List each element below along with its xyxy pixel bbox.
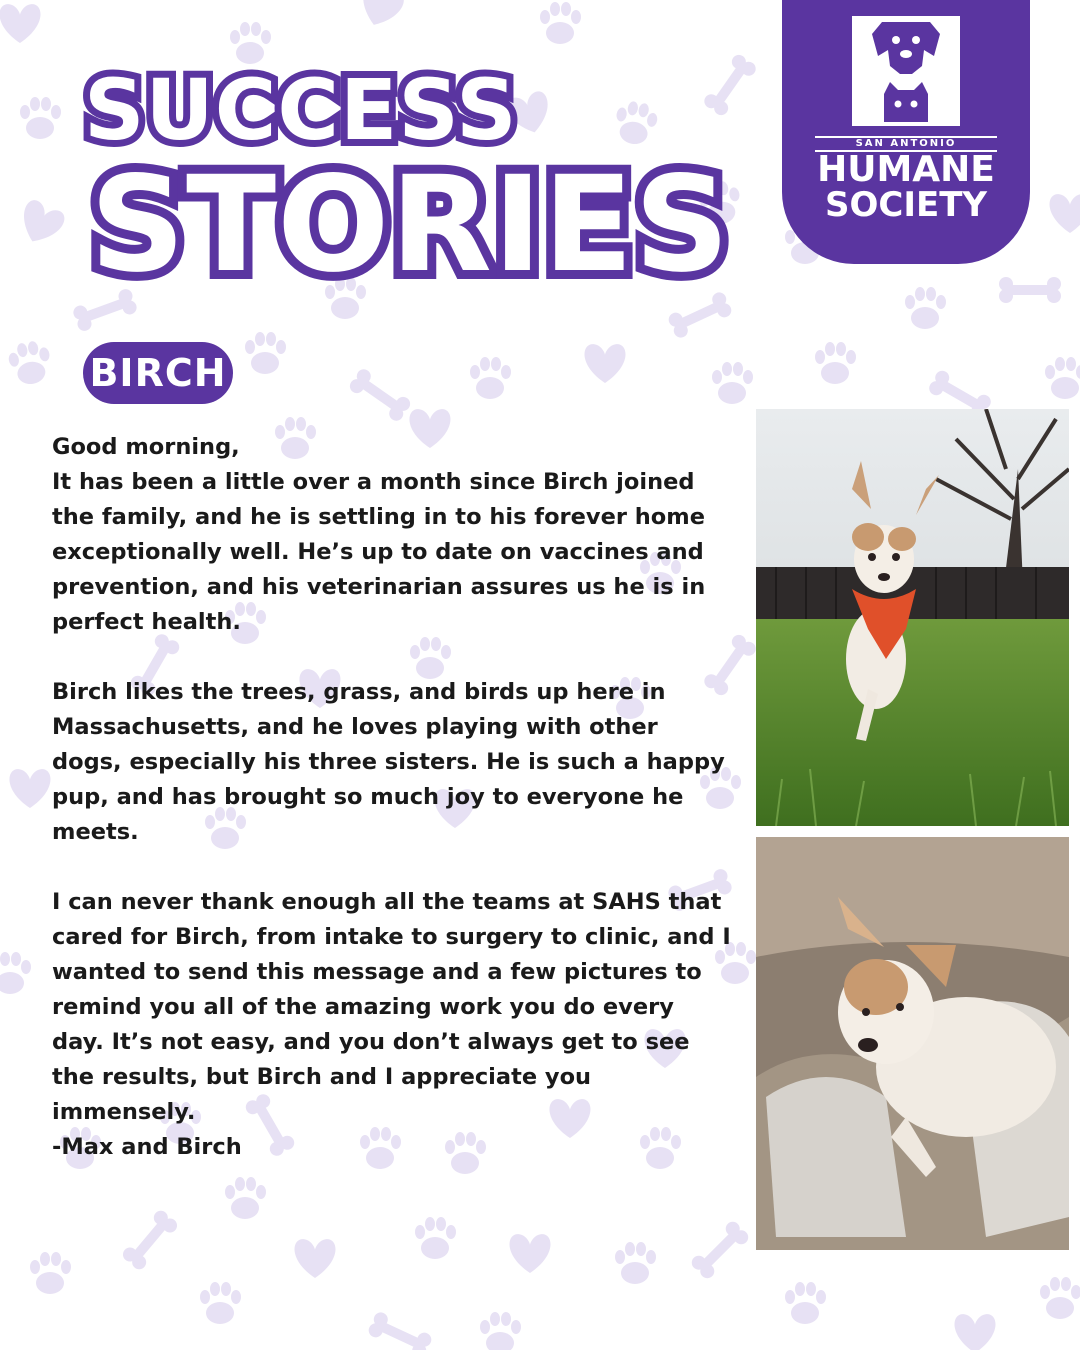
paw-icon (0, 952, 31, 994)
bone-icon (689, 1219, 751, 1281)
logo-small-text: SAN ANTONIO (815, 136, 997, 152)
heart-icon (295, 1239, 336, 1278)
bone-icon (999, 277, 1061, 303)
paw-icon (245, 332, 286, 374)
dog-face-icon (872, 22, 940, 74)
heart-icon (10, 769, 51, 808)
humane-society-logo (782, 0, 1030, 264)
dog-photo-yard (756, 409, 1069, 826)
page-title (84, 60, 731, 302)
story-paragraph-2: Birch likes the trees, grass, and birds up here in Massachusetts, and he loves playing with other dogs, especially his three sisters. He is such a happy pup, and has brought so much joy to everyone he meets. (52, 679, 725, 845)
cat-face-icon (884, 82, 928, 122)
logo-emblem (852, 16, 960, 126)
paw-icon (1040, 1277, 1080, 1319)
heart-icon (510, 1234, 551, 1273)
pet-name-badge: BIRCH (83, 342, 233, 404)
dog-photo-couch (756, 837, 1069, 1250)
story-paragraph-1: It has been a little over a month since Birch joined the family, and he is settling in to his forever home exceptionally well. He’s up to date on vaccines and prevention, and his veterinarian assures us he is in perfect health. (52, 469, 706, 635)
heart-icon (14, 197, 68, 250)
heart-icon (355, 0, 407, 32)
paw-icon (815, 342, 856, 384)
logo-word-humane: HUMANE (817, 149, 995, 190)
story-paragraph-3: I can never thank enough all the teams at SAHS that cared for Birch, from intake to surgery to clinic, and I wanted to send this message and a few pictures to remind you all of the amazing work you do every day. It’s not easy, and you don’t always get to see the results, but Birch and I appreciate you immensely. (52, 889, 731, 1125)
story-greeting: Good morning, (52, 434, 240, 460)
story-text (52, 430, 732, 1165)
paw-icon (6, 339, 54, 387)
paw-icon (225, 1177, 266, 1219)
title-line-2: STORIES (90, 148, 731, 302)
heart-icon (955, 1314, 996, 1350)
title-line-1: SUCCESS (84, 61, 518, 159)
paw-icon (905, 287, 946, 329)
paw-icon (480, 1312, 521, 1350)
paw-icon (230, 22, 271, 64)
paw-icon (30, 1252, 71, 1294)
heart-icon (585, 344, 626, 383)
paw-icon (415, 1217, 456, 1259)
heart-icon (1050, 194, 1080, 233)
logo-word-society: SOCIETY (824, 185, 988, 225)
paw-icon (20, 97, 61, 139)
paw-icon (615, 1242, 656, 1284)
bone-icon (347, 367, 413, 424)
paw-icon (470, 357, 511, 399)
bone-icon (702, 52, 759, 118)
paw-icon (785, 1282, 826, 1324)
paw-icon (1045, 357, 1080, 399)
paw-icon (540, 2, 581, 44)
story-signature: -Max and Birch (52, 1134, 242, 1160)
paw-icon (712, 362, 753, 404)
bone-icon (120, 1208, 180, 1272)
paw-icon (200, 1282, 241, 1324)
bone-icon (366, 1310, 433, 1350)
heart-icon (0, 4, 41, 43)
